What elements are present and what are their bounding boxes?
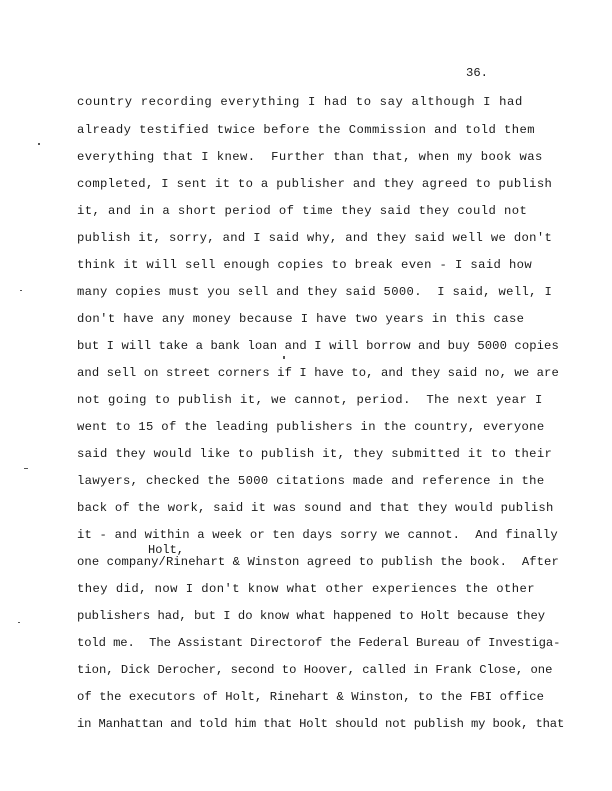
text-line: publish it, sorry, and I said why, and they said well we don't <box>77 231 553 245</box>
text-line: don't have any money because I have two years in this case <box>77 312 525 326</box>
text-line: country recording everything I had to say although I had <box>77 95 523 109</box>
text-line: went to 15 of the leading publishers in the country, everyone <box>77 420 545 434</box>
text-line: in Manhattan and told him that Holt should not publish my book, that <box>77 717 565 731</box>
text-line: everything that I knew. Further than that, when my book was <box>77 150 543 164</box>
margin-speck <box>24 468 28 469</box>
text-line: already testified twice before the Commission and told them <box>77 123 536 137</box>
margin-speck <box>18 622 20 623</box>
margin-speck <box>20 290 22 291</box>
text-line: it, and in a short period of time they said they could not <box>77 204 528 218</box>
text-line: publishers had, but I do know what happened to Holt because they <box>77 609 546 623</box>
handwritten-insertion: Holt, <box>148 543 185 557</box>
text-line: one company/Rinehart & Winston agreed to publish the book. After <box>77 555 559 569</box>
text-line: not going to publish it, we cannot, period. The next year I <box>77 393 543 407</box>
text-line: told me. The Assistant Directorof the Federal Bureau of Investiga- <box>77 636 561 650</box>
text-line: lawyers, checked the 5000 citations made and reference in the <box>77 474 545 488</box>
margin-speck <box>38 143 40 145</box>
text-line: many copies must you sell and they said 5000. I said, well, I <box>77 285 553 299</box>
text-line: of the executors of Holt, Rinehart & Winston, to the FBI office <box>77 690 545 704</box>
text-line: but I will take a bank loan and I will borrow and buy 5000 copies <box>77 339 559 353</box>
text-line: they did, now I don't know what other experiences the other <box>77 582 536 596</box>
text-line: back of the work, said it was sound and that they would publish <box>77 501 554 515</box>
text-line: said they would like to publish it, they submitted it to their <box>77 447 553 461</box>
margin-speck <box>283 356 285 359</box>
text-line: tion, Dick Derocher, second to Hoover, called in Frank Close, one <box>77 663 553 677</box>
text-line: completed, I sent it to a publisher and they agreed to publish <box>77 177 553 191</box>
text-line: and sell on street corners if I have to, and they said no, we are <box>77 366 559 380</box>
text-line: think it will sell enough copies to break even - I said how <box>77 258 533 272</box>
page-number: 36. <box>466 66 488 80</box>
text-line: it - and within a week or ten days sorry we cannot. And finally <box>77 528 558 542</box>
